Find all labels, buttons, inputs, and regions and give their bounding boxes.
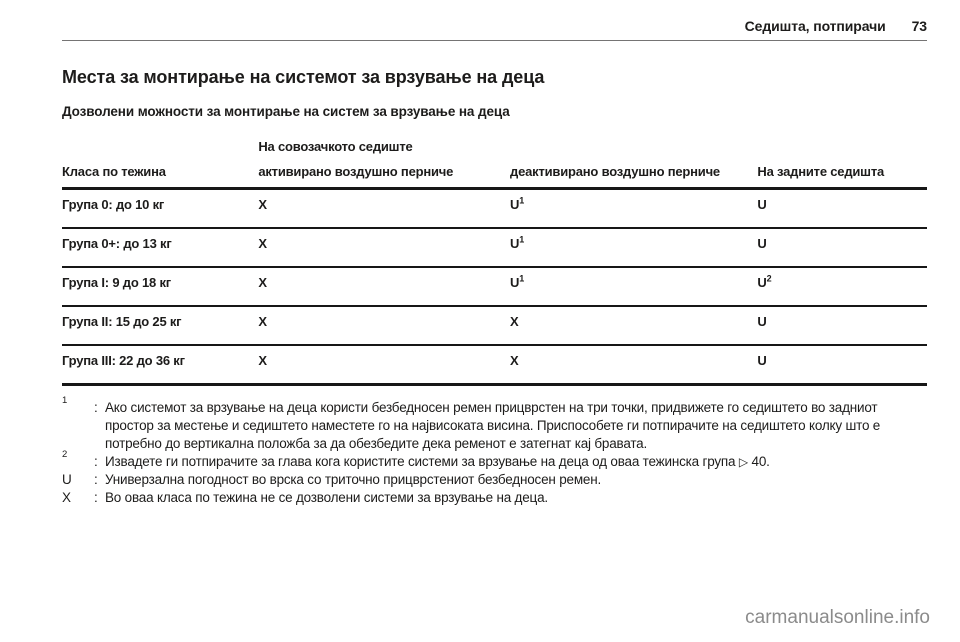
footnote-separator: : — [94, 490, 98, 505]
cell-value: U — [510, 197, 520, 212]
cell-weight-class: Група II: 15 до 25 кг — [62, 306, 258, 345]
header-section-title: Седишта, потпирачи — [744, 18, 886, 34]
cell-activated-airbag — [258, 345, 510, 385]
group-header-spacer — [757, 140, 927, 164]
footnote-separator: : — [94, 454, 98, 469]
cell-activated-airbag — [258, 267, 510, 306]
footnote-text — [105, 453, 927, 471]
page-reference-arrow-icon: ▷ — [738, 455, 748, 469]
page-title: Места за монтирање на системот за врзување на деца — [62, 67, 545, 87]
cell-deactivated-airbag — [510, 228, 757, 267]
footnote-marker: U — [62, 472, 72, 487]
table-row-group-0 — [62, 189, 927, 229]
table-group-header-row — [62, 140, 927, 164]
header-divider — [62, 40, 927, 41]
cell-value: U — [757, 275, 767, 290]
group-header-spacer — [62, 140, 258, 164]
cell-deactivated-airbag — [510, 267, 757, 306]
cell-footnote-ref: 1 — [519, 273, 525, 284]
cell-activated-airbag — [258, 228, 510, 267]
col-header-weight-class: Класа по тежина — [62, 164, 258, 189]
cell-rear-seats — [757, 228, 927, 267]
cell-rear-seats — [757, 345, 927, 385]
cell-deactivated-airbag — [510, 345, 757, 385]
cell-weight-class: Група 0: до 10 кг — [62, 189, 258, 229]
footnote-2: 2 : Извадете ги потпирачите за глава кога користите системи за врзување на деца од оваа тежинска група ▷ 40. — [62, 453, 927, 471]
table-group-header: На совозачкото седиште — [258, 139, 413, 154]
cell-activated-airbag — [258, 189, 510, 229]
cell-deactivated-airbag — [510, 189, 757, 229]
footnote-1: 1 : Ако системот за врзување на деца користи безбедносен ремен прицврстен на три точки, придвижете го седиштето во задниот простор за местење и седиштето наместете го на највисоката висина. Приспособете ги потпирачите на седиштето колку што е потребно до вертикална положба за да обезбедите дека ременот е затегнат кај бравата. — [62, 399, 927, 453]
cell-weight-class: Група III: 22 до 36 кг — [62, 345, 258, 385]
col-header-rear-seats: На задните седишта — [757, 164, 927, 189]
cell-rear-seats — [757, 267, 927, 306]
cell-value: X — [510, 314, 519, 329]
table-subtitle: Дозволени можности за монтирање на систем за врзување на деца — [62, 104, 510, 119]
table-column-header-row — [62, 164, 927, 189]
cell-value: X — [258, 275, 267, 290]
footnote-separator: : — [94, 472, 98, 487]
cell-value: X — [258, 236, 267, 251]
page-reference-number: 40. — [751, 454, 770, 469]
cell-footnote-ref: 1 — [519, 234, 525, 245]
cell-value: U — [510, 275, 520, 290]
cell-weight-class: Група 0+: до 13 кг — [62, 228, 258, 267]
cell-value: X — [258, 353, 267, 368]
cell-rear-seats — [757, 189, 927, 229]
footnote-text: Ако системот за врзување на деца користи безбедносен ремен прицврстен на три точки, придвижете го седиштето во задниот простор за местење и седиштето наместете го на највисоката висина. Приспособете ги потпирачите на седиштето колку што е потребно до вертикална положба за да обезбедите дека ременот е затегнат кај бравата. — [105, 400, 881, 451]
cell-deactivated-airbag — [510, 306, 757, 345]
cell-value: U — [757, 197, 767, 212]
footnote-separator: : — [94, 400, 98, 415]
cell-value: U — [510, 236, 520, 251]
table-row-group-3 — [62, 345, 927, 385]
cell-footnote-ref: 2 — [766, 273, 772, 284]
col-header-activated-airbag: активирано воздушно перниче — [258, 164, 510, 189]
page-header — [62, 18, 927, 34]
cell-value: X — [258, 314, 267, 329]
cell-value: X — [258, 197, 267, 212]
footnote-U — [62, 471, 927, 489]
cell-value: X — [510, 353, 519, 368]
table-row-group-0plus — [62, 228, 927, 267]
footnote-text-body: Извадете ги потпирачите за глава кога користите системи за врзување на деца од оваа тежинска група — [105, 454, 736, 469]
watermark: carmanualsonline.info — [745, 607, 930, 628]
col-header-deactivated-airbag: деактивирано воздушно перниче — [510, 164, 757, 189]
cell-value: U — [757, 236, 767, 251]
cell-activated-airbag — [258, 306, 510, 345]
cell-rear-seats — [757, 306, 927, 345]
footnote-X — [62, 489, 927, 507]
footnote-marker: X — [62, 490, 71, 505]
footnotes-section — [62, 395, 927, 507]
table-row-group-2 — [62, 306, 927, 345]
footnote-text: Во оваа класа по тежина не се дозволени системи за врзување на деца. — [105, 490, 548, 505]
table-row-group-1 — [62, 267, 927, 306]
footnote-text: Универзална погодност во врска со триточно прицврстениот безбедносен ремен. — [105, 472, 602, 487]
header-page-number: 73 — [911, 18, 927, 34]
cell-weight-class: Група I: 9 до 18 кг — [62, 267, 258, 306]
cell-footnote-ref: 1 — [519, 195, 525, 206]
cell-value: U — [757, 353, 767, 368]
cell-value: U — [757, 314, 767, 329]
child-restraint-table — [62, 140, 927, 386]
